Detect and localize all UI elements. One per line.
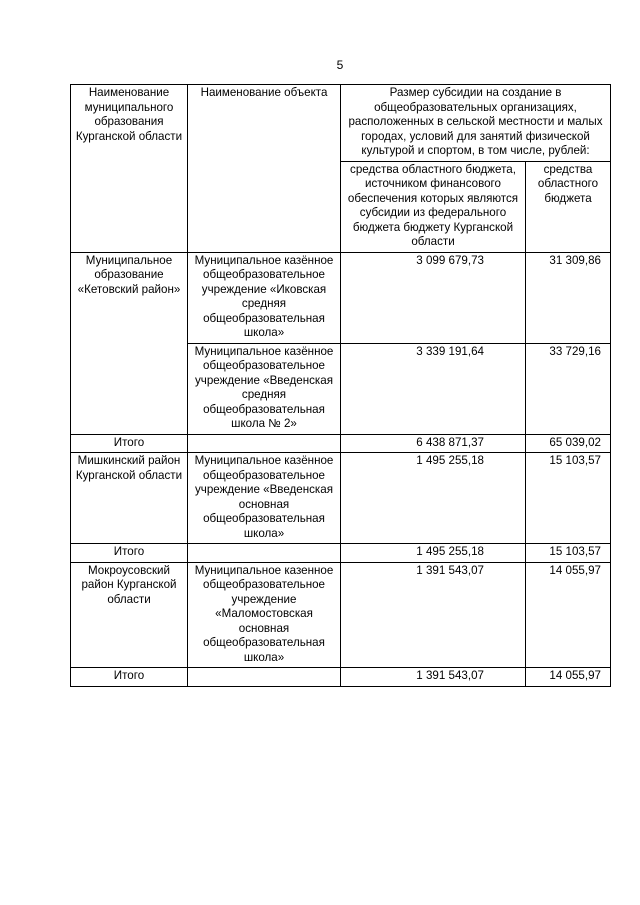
federal-amount: 1 391 543,07 <box>341 562 526 668</box>
header-federal-funds: средства областного бюджета, источником финансового обеспечения которых являются субсидии из федерального бюджета бюджету Курганской области <box>341 161 526 252</box>
total-row <box>71 434 611 453</box>
page-number: 5 <box>336 58 344 72</box>
municipality-cell: Мишкинский район Курганской области <box>71 453 188 544</box>
total-label: Итого <box>71 544 188 563</box>
table-row <box>71 562 611 668</box>
object-cell: Муниципальное казённое общеобразовательное учреждение «Введенская средняя общеобразовательная школа № 2» <box>188 343 341 434</box>
total-federal: 1 495 255,18 <box>341 544 526 563</box>
total-federal: 1 391 543,07 <box>341 668 526 687</box>
header-object: Наименование объекта <box>188 85 341 253</box>
total-federal: 6 438 871,37 <box>341 434 526 453</box>
municipality-cell: Муниципальное образование «Кетовский район» <box>71 252 188 434</box>
object-cell: Муниципальное казенное общеобразовательное учреждение «Маломостовская основная общеобразовательная школа» <box>188 562 341 668</box>
object-cell: Муниципальное казённое общеобразовательное учреждение «Введенская основная общеобразовательная школа» <box>188 453 341 544</box>
empty-cell <box>188 434 341 453</box>
total-row <box>71 668 611 687</box>
total-regional: 65 039,02 <box>526 434 611 453</box>
total-label: Итого <box>71 434 188 453</box>
header-subsidy: Размер субсидии на создание в общеобразовательных организациях, расположенных в сельской местности и малых городах, условий для занятий физической культурой и спортом, в том числе, рублей: <box>341 85 611 162</box>
municipality-cell: Мокроусовский район Курганской области <box>71 562 188 668</box>
total-label: Итого <box>71 668 188 687</box>
regional-amount: 33 729,16 <box>526 343 611 434</box>
empty-cell <box>188 544 341 563</box>
header-municipality: Наименование муниципального образования Курганской области <box>71 85 188 253</box>
regional-amount: 14 055,97 <box>526 562 611 668</box>
subsidy-table <box>70 84 611 687</box>
header-regional-funds: средства областного бюджета <box>526 161 611 252</box>
regional-amount: 15 103,57 <box>526 453 611 544</box>
regional-amount: 31 309,86 <box>526 252 611 343</box>
table-row <box>71 252 611 343</box>
table-row <box>71 453 611 544</box>
empty-cell <box>188 668 341 687</box>
federal-amount: 3 339 191,64 <box>341 343 526 434</box>
federal-amount: 1 495 255,18 <box>341 453 526 544</box>
federal-amount: 3 099 679,73 <box>341 252 526 343</box>
total-row <box>71 544 611 563</box>
object-cell: Муниципальное казённое общеобразовательное учреждение «Иковская средняя общеобразовательная школа» <box>188 252 341 343</box>
total-regional: 14 055,97 <box>526 668 611 687</box>
total-regional: 15 103,57 <box>526 544 611 563</box>
